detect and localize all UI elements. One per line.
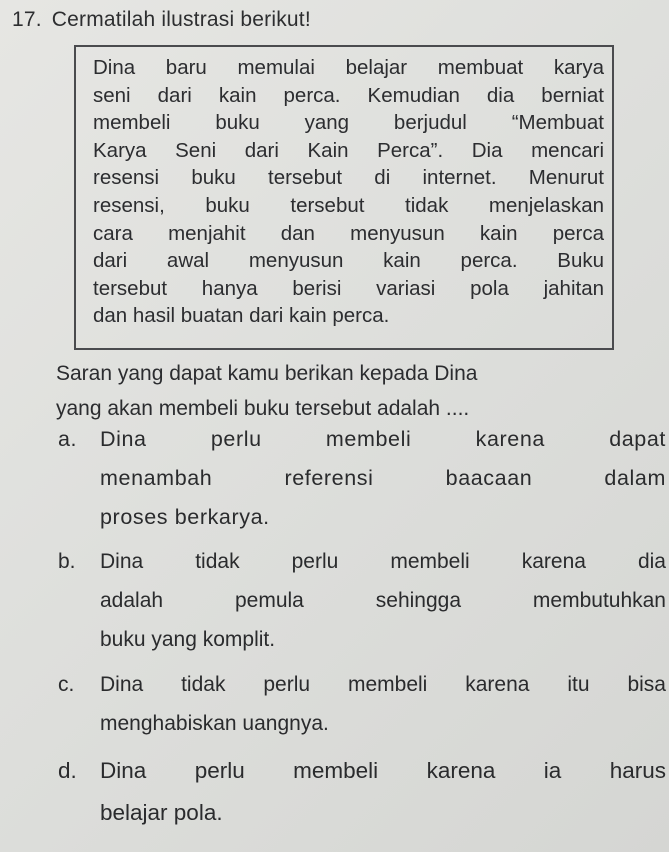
passage-line: cara menjahit dan menyusun kain perca <box>93 221 604 245</box>
option-text-line: menghabiskan uangnya. <box>100 712 329 735</box>
passage-line: resensi buku tersebut di internet. Menurut <box>93 166 604 190</box>
prompt-line: Saran yang dapat kamu berikan kepada Dina <box>56 362 478 385</box>
option-letter: d. <box>58 758 77 783</box>
option-letter: b. <box>58 550 76 573</box>
question-instruction: Cermatilah ilustrasi berikut! <box>51 8 311 31</box>
option-text-line: proses berkarya. <box>100 505 270 529</box>
passage-line: seni dari kain perca. Kemudian dia berniat <box>93 83 604 107</box>
option-text-line: belajar pola. <box>100 800 223 825</box>
question-header <box>12 8 311 32</box>
option-letter: a. <box>58 427 78 451</box>
illustration-passage-box <box>74 45 614 350</box>
option-text-line: Dina tidak perlu membeli karena itu bisa <box>100 673 666 696</box>
option-text-line: menambah referensi baacaan dalam <box>100 466 666 490</box>
answer-options <box>56 420 666 834</box>
passage-line: Karya Seni dari Kain Perca”. Dia mencari <box>93 138 604 162</box>
option-c[interactable] <box>56 665 666 743</box>
option-a[interactable] <box>56 420 666 537</box>
option-d[interactable] <box>56 750 666 834</box>
option-b[interactable] <box>56 542 666 659</box>
passage-line: dari awal menyusun kain perca. Buku <box>93 249 604 273</box>
passage-line: dan hasil buatan dari kain perca. <box>93 304 390 328</box>
question-number: 17. <box>12 8 42 31</box>
option-text-line: adalah pemula sehingga membutuhkan <box>100 589 666 612</box>
passage-line: tersebut hanya berisi variasi pola jahitan <box>93 276 604 300</box>
option-text-line: buku yang komplit. <box>100 628 276 651</box>
passage-line: resensi, buku tersebut tidak menjelaskan <box>93 193 604 217</box>
prompt-line: yang akan membeli buku tersebut adalah .... <box>56 397 470 420</box>
option-text-line: Dina perlu membeli karena ia harus <box>100 758 666 783</box>
passage-line: membeli buku yang berjudul “Membuat <box>93 111 604 135</box>
question-prompt <box>56 356 631 426</box>
passage-line: Dina baru memulai belajar membuat karya <box>93 56 604 79</box>
option-text-line: Dina perlu membeli karena dapat <box>100 427 666 451</box>
option-letter: c. <box>58 673 75 696</box>
option-text-line: Dina tidak perlu membeli karena dia <box>100 550 666 573</box>
